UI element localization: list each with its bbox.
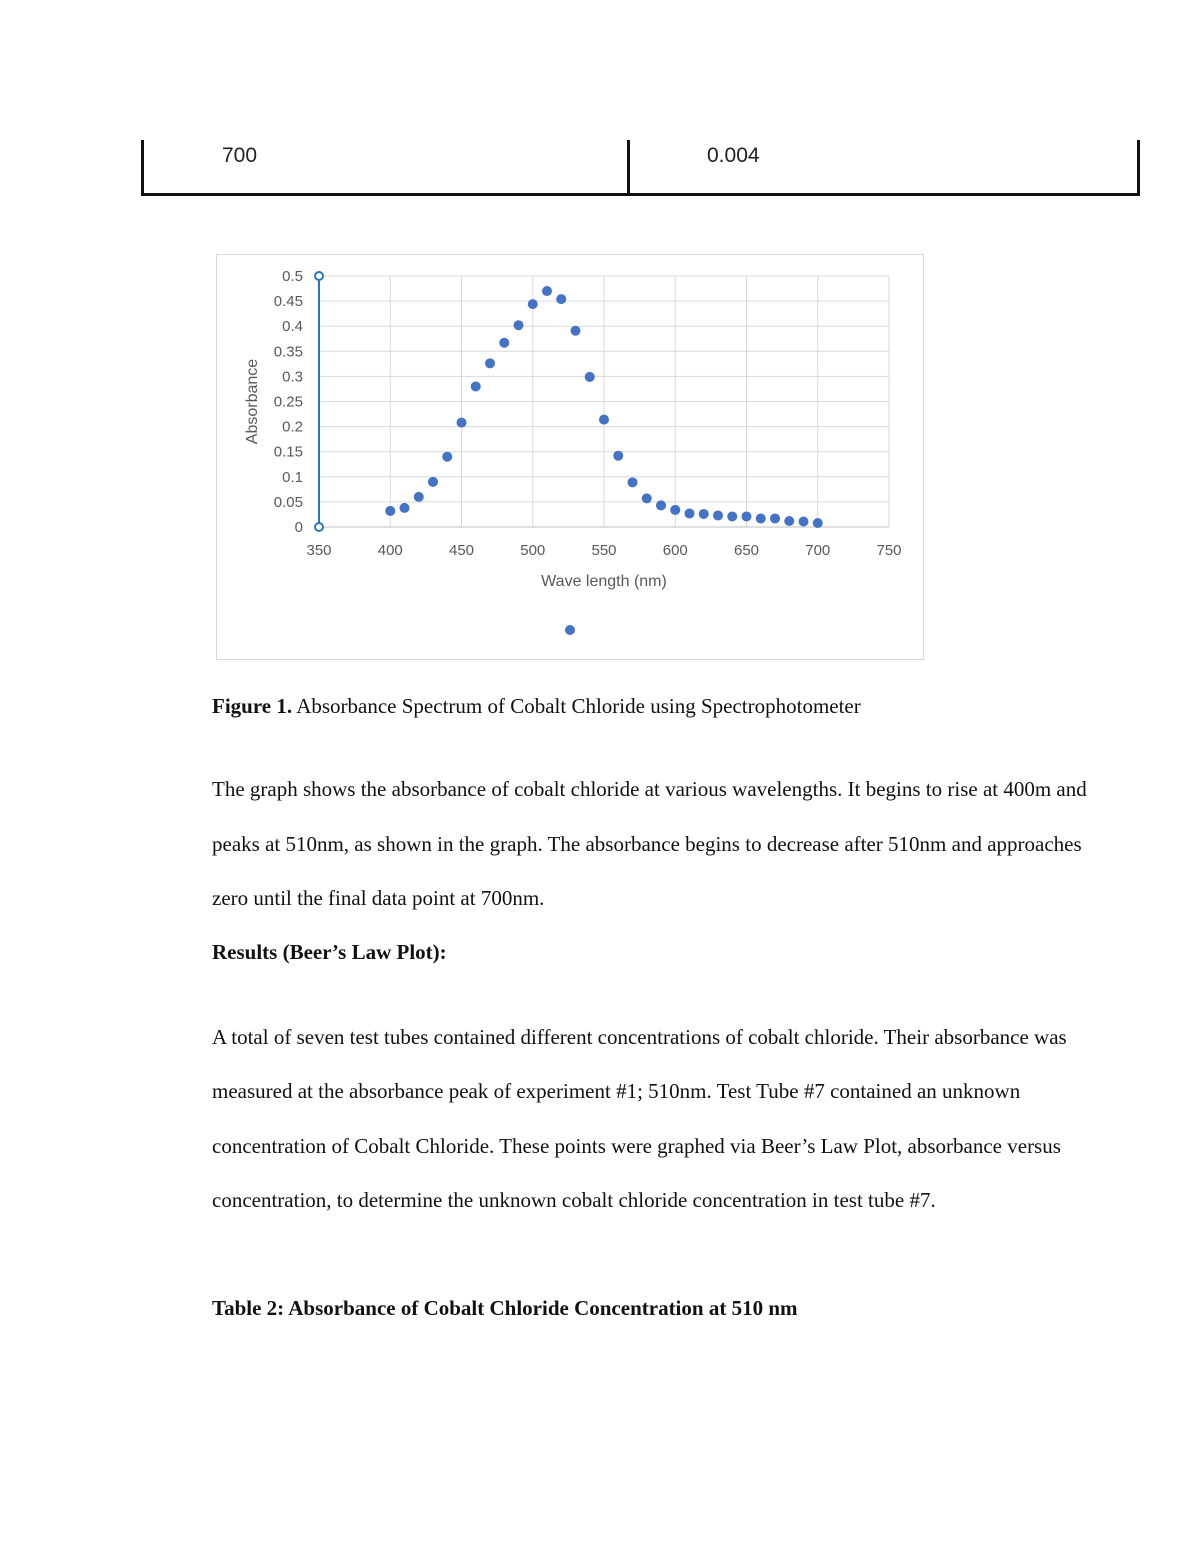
data-point[interactable] — [770, 513, 780, 523]
data-point[interactable] — [628, 477, 638, 487]
x-tick-label: 700 — [805, 542, 831, 559]
y-tick-label: 0.15 — [273, 443, 303, 461]
data-point[interactable] — [499, 338, 509, 348]
y-tick-label: 0.3 — [282, 368, 303, 386]
legend-marker[interactable] — [565, 625, 575, 635]
data-point[interactable] — [528, 299, 538, 309]
x-tick-label: 750 — [876, 542, 902, 559]
data-point[interactable] — [642, 493, 652, 503]
x-axis-title: Wave length (nm) — [541, 573, 667, 590]
data-table-last-row — [141, 140, 1140, 196]
table-cell-wavelength: 700 — [222, 144, 258, 167]
y-tick-label: 0.35 — [273, 343, 303, 361]
y-tick-label: 0.25 — [273, 393, 303, 411]
x-tick-label: 400 — [377, 542, 403, 559]
data-point[interactable] — [813, 518, 823, 528]
y-tick-label: 0.4 — [282, 318, 303, 336]
data-point[interactable] — [727, 511, 737, 521]
data-point[interactable] — [585, 372, 595, 382]
y-tick-label: 0.5 — [282, 268, 303, 285]
y-tick-label: 0.1 — [282, 468, 303, 486]
x-tick-label: 350 — [306, 542, 332, 559]
data-point[interactable] — [670, 505, 680, 515]
figure-caption — [212, 694, 1092, 719]
y-axis-title: Absorbance — [244, 358, 261, 445]
x-tick-label: 500 — [520, 542, 546, 559]
table-column-divider — [627, 140, 630, 193]
data-point[interactable] — [656, 500, 666, 510]
data-point[interactable] — [471, 381, 481, 391]
y-tick-label: 0.05 — [273, 493, 303, 511]
data-point[interactable] — [784, 516, 794, 526]
y-tick-label: 0 — [294, 519, 303, 536]
data-point[interactable] — [400, 503, 410, 513]
table-cell-absorbance: 0.004 — [707, 144, 760, 167]
figure-label: Figure 1. — [212, 694, 293, 718]
data-point[interactable] — [542, 286, 552, 296]
paragraph-graph-description: The graph shows the absorbance of cobalt chloride at various wavelengths. It begins to rise at 400m and peaks at 510nm, as shown in the graph. The absorbance begins to decrease after 510nm and approaches zero until the final data point at 700nm. — [212, 777, 1087, 910]
data-point[interactable] — [428, 477, 438, 487]
paragraph-beers-law: A total of seven test tubes contained different concentrations of cobalt chloride. Their absorbance was measured at the absorbance peak of experiment #1; 510nm. Test Tube #7 contained an unknown concentration of Cobalt Chloride. These points were graphed via Beer’s Law Plot, absorbance versus concentration, to determine the unknown cobalt chloride concentration in test tube #7. — [212, 1025, 1067, 1212]
data-point[interactable] — [385, 506, 395, 516]
x-tick-label: 600 — [662, 542, 688, 559]
data-point[interactable] — [485, 358, 495, 368]
data-point[interactable] — [442, 452, 452, 462]
results-heading: Results (Beer’s Law Plot): — [212, 940, 447, 964]
data-point[interactable] — [556, 294, 566, 304]
x-tick-label: 550 — [591, 542, 617, 559]
data-point[interactable] — [756, 513, 766, 523]
data-point[interactable] — [613, 451, 623, 461]
y-tick-label: 0.45 — [273, 293, 303, 311]
x-tick-label: 650 — [733, 542, 760, 559]
chart-canvas — [217, 255, 923, 659]
axis-selection-handle[interactable] — [315, 523, 323, 531]
data-point[interactable] — [571, 326, 581, 336]
axis-selection-handle[interactable] — [315, 272, 323, 280]
data-point[interactable] — [713, 510, 723, 520]
y-tick-label: 0.2 — [282, 418, 303, 436]
table2-title: Table 2: Absorbance of Cobalt Chloride Concentration at 510 nm — [212, 1296, 798, 1320]
data-point[interactable] — [742, 511, 752, 521]
absorbance-chart[interactable] — [216, 254, 924, 660]
data-point[interactable] — [599, 415, 609, 425]
figure-caption-text: Absorbance Spectrum of Cobalt Chloride using Spectrophotometer — [292, 694, 861, 718]
data-point[interactable] — [799, 516, 809, 526]
data-point[interactable] — [514, 320, 524, 330]
data-point[interactable] — [457, 418, 467, 428]
x-tick-label: 450 — [448, 542, 475, 559]
data-point[interactable] — [414, 492, 424, 502]
data-point[interactable] — [685, 508, 695, 518]
data-point[interactable] — [699, 509, 709, 519]
